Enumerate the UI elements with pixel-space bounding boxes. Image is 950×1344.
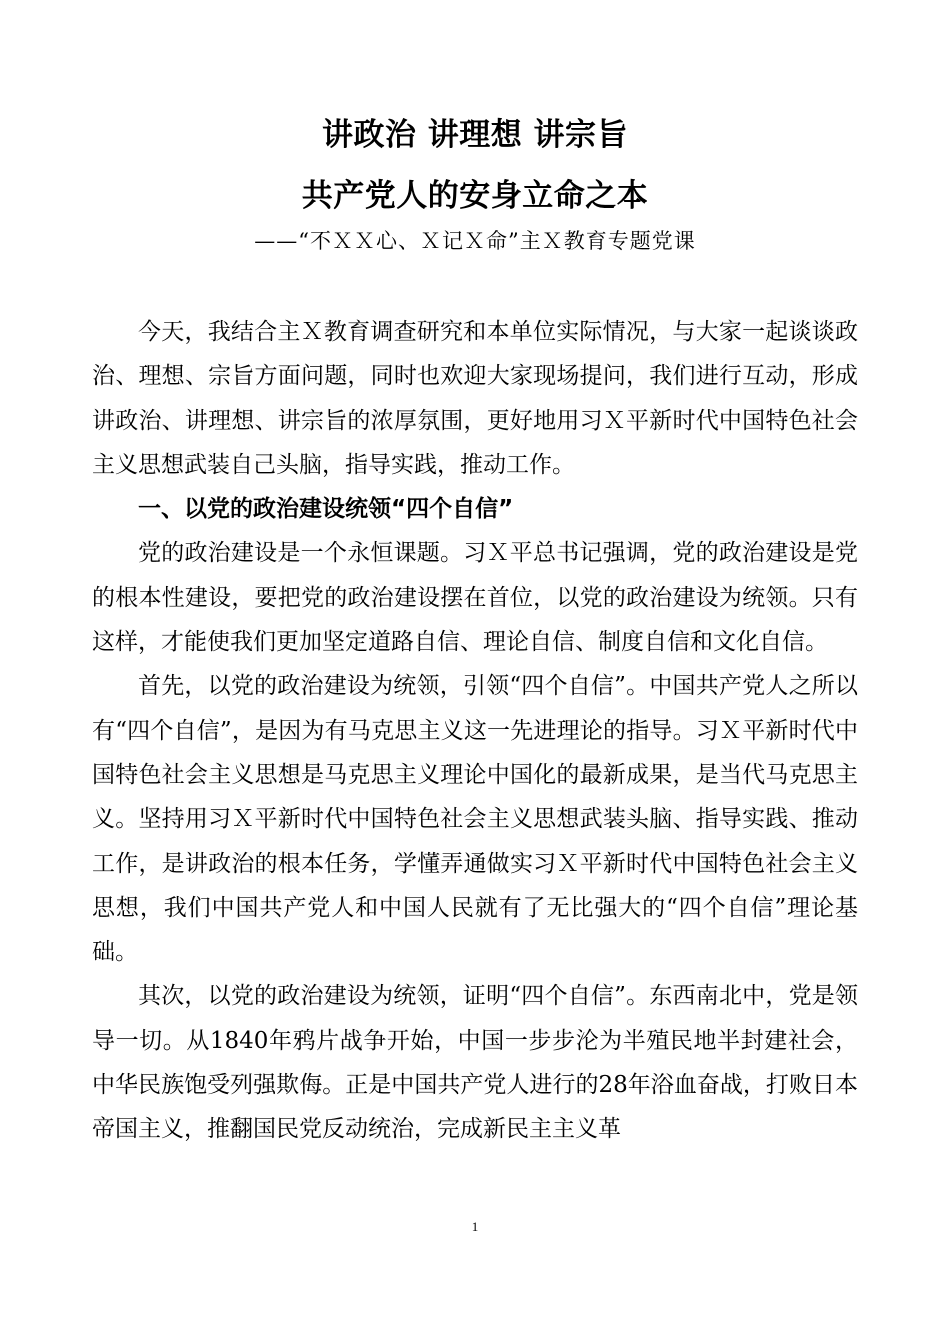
document-title-line2: 共产党人的安身立命之本: [301, 178, 649, 214]
page-number: 1: [471, 1219, 479, 1234]
body-paragraph: 其次，以党的政治建设为统领，证明“四个自信”。东西南北中，党是领导一切。从1840年鸦片战争开始，中国一步步沦为半殖民地半封建社会，中华民族饱受列强欺侮。正是中国共产党人进行的28年浴血奋战，打败日本帝国主义，推翻国民党反动统治，完成新民主主义革: [92, 983, 858, 1143]
body-paragraph: 今天，我结合主Ｘ教育调查研究和本单位实际情况，与大家一起谈谈政治、理想、宗旨方面问题，同时也欢迎大家现场提问，我们进行互动，形成讲政治、讲理想、讲宗旨的浓厚氛围，更好地用习Ｘ平新时代中国特色社会主义思想武装自己头脑，指导实践，推动工作。: [92, 319, 858, 478]
body-paragraph: 首先，以党的政治建设为统领，引领“四个自信”。中国共产党人之所以有“四个自信”，是因为有马克思主义这一先进理论的指导。习Ｘ平新时代中国特色社会主义思想是马克思主义理论中国化的最新成果，是当代马克思主义。坚持用习Ｘ平新时代中国特色社会主义思想武装头脑、指导实践、推动工作，是讲政治的根本任务，学懂弄通做实习Ｘ平新时代中国特色社会主义思想，我们中国共产党人和中国人民就有了无比强大的“四个自信”理论基础。: [92, 673, 858, 966]
document-title-line1: 讲政治 讲理想 讲宗旨: [321, 117, 629, 153]
document-body: [92, 310, 858, 1152]
document-subtitle: ——“不ＸＸ心、Ｘ记Ｘ命”主Ｘ教育专题党课: [254, 229, 696, 253]
body-paragraph: 党的政治建设是一个永恒课题。习Ｘ平总书记强调，党的政治建设是党的根本性建设，要把党的政治建设摆在首位，以党的政治建设为统领。只有这样，才能使我们更加坚定道路自信、理论自信、制度自信和文化自信。: [92, 540, 858, 656]
section-heading: 一、以党的政治建设统领“四个自信”: [138, 496, 514, 523]
